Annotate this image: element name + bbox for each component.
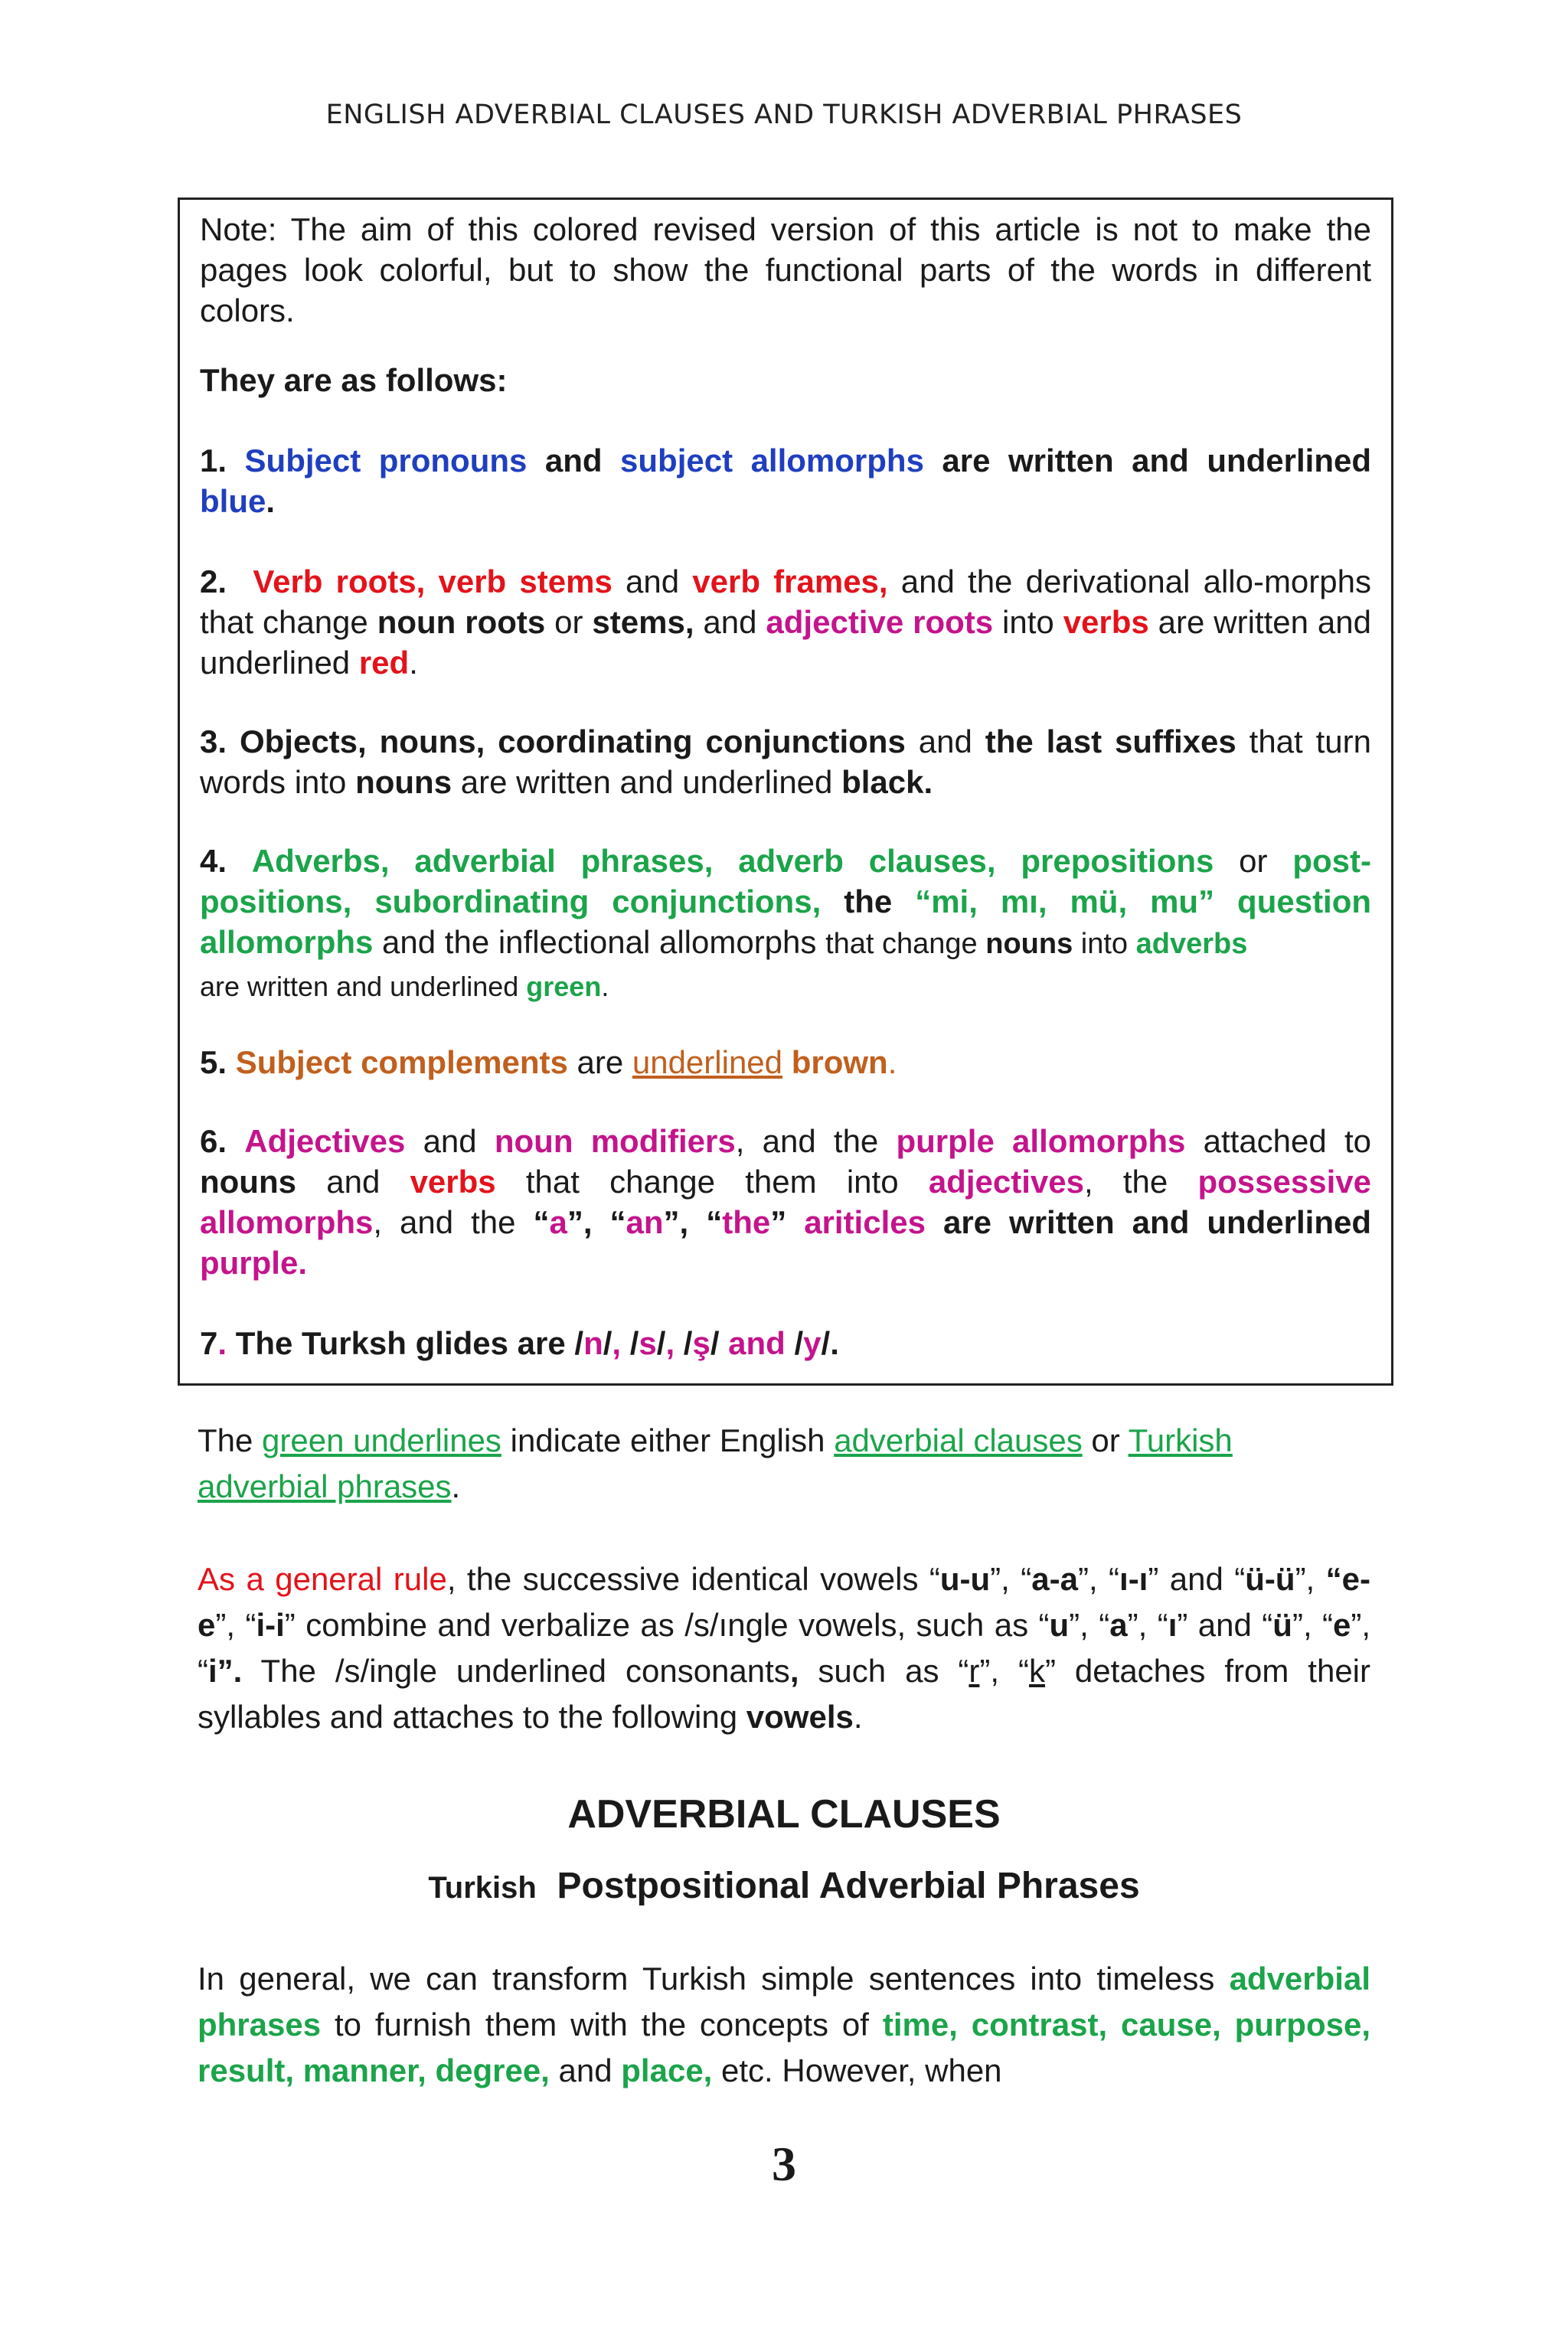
brown-label: brown [791, 1044, 888, 1080]
legend-item-2: 2. Verb roots, verb stems and verb frames, and the derivational allo-morphs that change noun roots or stems, and adjective roots into verbs are written and underlined red. [200, 563, 1372, 681]
verb-stems: verb stems [438, 563, 612, 599]
subsection-heading: Turkish Postpositional Adverbial Phrases [428, 1866, 1140, 1906]
green-underline-paragraph: The green underlines indicate either English adverbial clauses or Turkish adverbial phrases. [198, 1422, 1233, 1504]
note-follows: They are as follows: [200, 362, 508, 398]
note-intro: Note: The aim of this colored revised version of this article is not to make the pages look colorful, but to show the functional parts of the words in different colors. [200, 211, 1371, 328]
red-label: red [358, 645, 410, 681]
verb-roots: Verb roots, [253, 563, 426, 599]
item-number: 1. [200, 442, 227, 478]
general-rule: As a general rule [198, 1561, 447, 1597]
legend-item-4: 4. Adverbs, adverbial phrases, adverb clauses, prepositions or post-positions, subordinating conjunctions, the “mi, mı, mü, mu” question allomorphs and the inflectional allomorphs that change nouns into adverbs are written and underlined green. [200, 843, 1372, 1002]
section-heading: ADVERBIAL CLAUSES [567, 1792, 1001, 1837]
legend-item-7: 7. The Turksh glides are /n/, /s/, /ş/ and /y/. [200, 1325, 839, 1361]
legend-item-6: 6. Adjectives and noun modifiers, and the purple allomorphs attached to nouns and verbs that change them into adjectives, the possessive allomorphs, and the “a”, “an”, “the” ariticles are written and underlined purple. [200, 1123, 1372, 1281]
green-label: green [526, 971, 602, 1002]
color-legend-note-box [178, 198, 1393, 1386]
adjective-roots: adjective roots [766, 604, 994, 640]
subject-complements: Subject complements [235, 1044, 568, 1080]
subject-pronouns: Subject pronouns [244, 442, 528, 478]
black-label: black. [841, 764, 933, 800]
verb-frames: verb frames, [692, 563, 888, 599]
running-header: ENGLISH ADVERBIAL CLAUSES AND TURKISH ADVERBIAL PHRASES [325, 100, 1243, 130]
underlined-sample: underlined [632, 1044, 783, 1080]
blue-label: blue [200, 483, 266, 519]
subject-allomorphs: subject allomorphs [620, 442, 924, 478]
intro-paragraph: In general, we can transform Turkish simple sentences into timeless adverbial phrases to furnish them with the concepts of time, contrast, cause, purpose, result, manner, degree, and place, etc. However, when [198, 1961, 1370, 2088]
page-number: 3 [772, 2137, 796, 2191]
legend-item-3: 3. Objects, nouns, coordinating conjunctions and the last suffixes that turn words into nouns are written and underlined black. [200, 723, 1372, 800]
legend-item-1: 1. Subject pronouns and subject allomorphs are written and underlined blue. [200, 442, 1371, 519]
legend-item-5: 5. Subject complements are underlined brown. [200, 1044, 897, 1080]
purple-label: purple. [200, 1245, 308, 1281]
vowel-rule-paragraph: As a general rule, the successive identical vowels “u-u”, “a-a”, “ı-ı” and “ü-ü”, “e-e”, “i-i” combine and verbalize as /s/ıngle vowels, such as “u”, “a”, “ı” and “ü”, “e”, “i”. The /s/ingle underlined consonants, such as “r”, “k” detaches from their syllables and attaches to the following vowels. [198, 1561, 1371, 1735]
